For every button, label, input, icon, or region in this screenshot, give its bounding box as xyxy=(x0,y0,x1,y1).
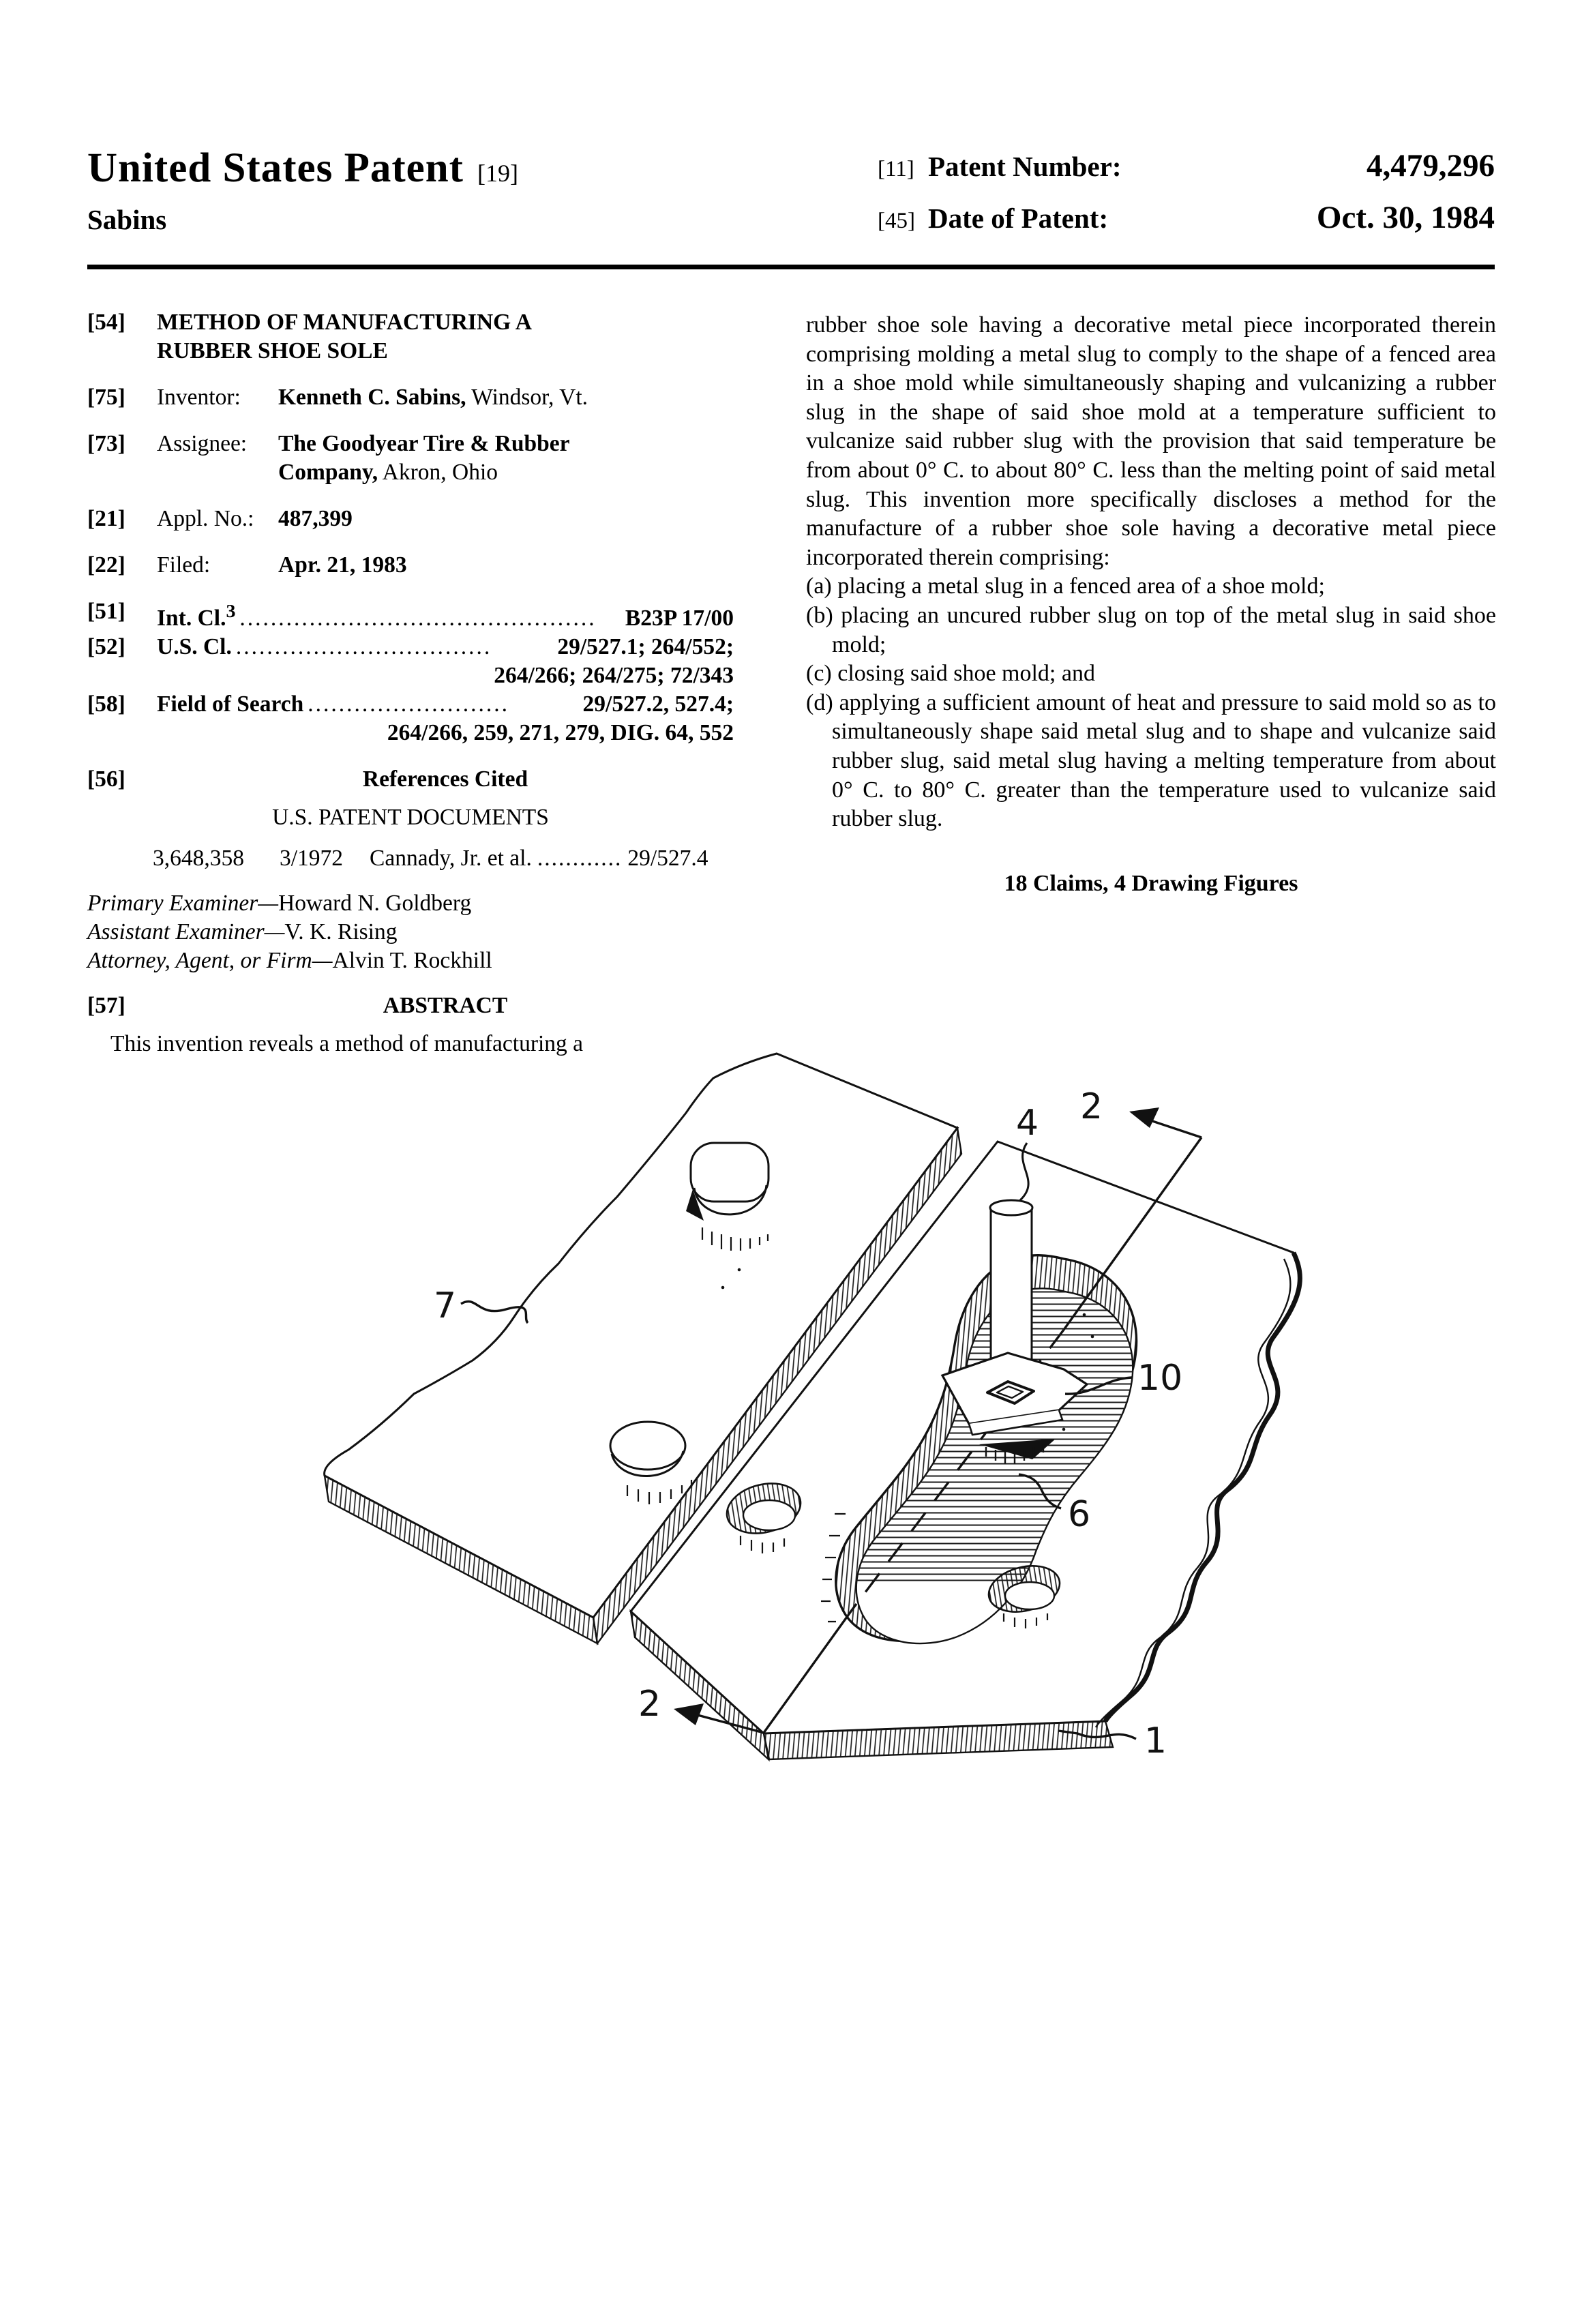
dotted-leader: .............................................. xyxy=(239,606,597,631)
assignee-label: Assignee: xyxy=(157,431,248,456)
date-label: Date of Patent: xyxy=(928,203,1109,234)
field-code: [54] xyxy=(87,310,125,335)
date-code: [45] xyxy=(878,209,915,233)
abstract-heading: ABSTRACT xyxy=(383,993,508,1019)
assignee-location: Akron, Ohio xyxy=(378,460,498,485)
patent-number-value: 4,479,296 xyxy=(1367,148,1495,183)
us-cl-label: U.S. Cl. xyxy=(157,634,232,660)
field-code: [73] xyxy=(87,431,125,456)
abstract-step-b: (b) placing an uncured rubber slug on top of the metal slug in said shoe mold; xyxy=(806,602,1496,657)
attorney-label: Attorney, Agent, or Firm— xyxy=(87,948,333,974)
citation-name: Cannady, Jr. et al. xyxy=(370,846,532,872)
abstract-paragraph: rubber shoe sole having a decorative metal piece incorporated therein comprising molding a metal slug to comply to the shape of a fenced area in a shoe mold while simultaneously shaping and vulcanizing a rubber slug in the shape of said shoe mold at a temperature sufficient to vulcanize said rubber slug with the provision that said temperature be from about 0° C. to about 80° C. less than the melting point of said metal slug. This invention more specifically discloses a method for the manufacture of a rubber shoe sole having a decorative metal piece incorporated therein comprising: xyxy=(806,312,1496,570)
kind-code: [19] xyxy=(477,160,518,187)
us-patent-documents-heading: U.S. PATENT DOCUMENTS xyxy=(272,805,549,831)
section-arrow-bottom-head xyxy=(674,1703,704,1725)
field-code: [57] xyxy=(87,993,125,1019)
us-cl-value: 29/527.1; 264/552; xyxy=(557,634,734,660)
appl-no-label: Appl. No.: xyxy=(157,506,254,531)
references-cited-heading: References Cited xyxy=(362,766,528,792)
page-title: United States Patent xyxy=(87,145,464,191)
field-code: [21] xyxy=(87,506,125,531)
inventor-surname: Sabins xyxy=(87,204,167,235)
field-code: [56] xyxy=(87,766,125,792)
assignee-name-line2: Company, xyxy=(278,460,378,485)
claims-summary-line: 18 Claims, 4 Drawing Figures xyxy=(1004,870,1298,896)
field-code: [51] xyxy=(87,599,125,624)
assignee-name-line1: The Goodyear Tire & Rubber xyxy=(278,431,570,456)
refnum-2-top: 2 xyxy=(1080,1086,1103,1127)
assistant-examiner-name: V. K. Rising xyxy=(284,919,398,945)
field-of-search-value-cont: 264/266, 259, 271, 279, DIG. 64, 552 xyxy=(387,720,734,746)
mold-boss-round xyxy=(610,1422,685,1470)
dotted-leader: ............ xyxy=(537,846,623,872)
field-code: [75] xyxy=(87,385,125,410)
inventor-location: Windsor, Vt. xyxy=(466,385,588,410)
abstract-first-line: This invention reveals a method of manufacturing a xyxy=(110,1031,584,1057)
int-cl-label: Int. Cl.$^3$ xyxy=(157,601,236,631)
invention-title-line2: RUBBER SHOE SOLE xyxy=(157,338,388,363)
core-pin-top xyxy=(990,1200,1032,1215)
refnum-7: 7 xyxy=(434,1285,457,1326)
field-of-search-label: Field of Search xyxy=(157,691,304,717)
citation-date: 3/1972 xyxy=(280,846,344,872)
field-code: [22] xyxy=(87,552,125,578)
int-cl-value: B23P 17/00 xyxy=(625,606,734,631)
assistant-examiner-label: Assistant Examiner— xyxy=(87,919,285,945)
abstract-step-d: (d) applying a sufficient amount of heat and pressure to said mold so as to simultaneously shape said metal slug and to shape and vulcanize said rubber slug, said metal slug having a melting temperature from about 0° C. to 80° C. greater than the temperature used to vulcanize said rubber slug. xyxy=(806,689,1496,832)
us-cl-value-cont: 264/266; 264/275; 72/343 xyxy=(494,663,734,689)
filed-value: Apr. 21, 1983 xyxy=(278,552,407,578)
abstract-step-a: (a) placing a metal slug in a fenced area of a shoe mold; xyxy=(806,573,1325,599)
section-arrow-top-tail xyxy=(1144,1118,1202,1137)
dotted-leader: ................................. xyxy=(235,634,492,660)
abstract-step-c: (c) closing said shoe mold; and xyxy=(806,661,1095,687)
inventor-name: Kenneth C. Sabins, xyxy=(278,385,466,410)
field-code: [58] xyxy=(87,691,125,717)
date-value: Oct. 30, 1984 xyxy=(1316,200,1495,235)
primary-examiner-name: Howard N. Goldberg xyxy=(278,891,472,917)
patent-number-code: [11] xyxy=(878,157,914,181)
dotted-leader: .......................... xyxy=(308,691,509,717)
citation-number: 3,648,358 xyxy=(153,846,244,872)
refnum-6: 6 xyxy=(1068,1494,1091,1535)
primary-examiner-label: Primary Examiner— xyxy=(87,891,279,917)
section-arrow-top-head xyxy=(1129,1107,1159,1128)
refnum-1: 1 xyxy=(1144,1720,1167,1761)
refnum-2-bottom: 2 xyxy=(638,1684,661,1725)
refnum-4: 4 xyxy=(1016,1103,1039,1144)
citation-class: 29/527.4 xyxy=(627,846,708,872)
mold-boss-rect xyxy=(691,1143,768,1202)
inventor-label: Inventor: xyxy=(157,385,241,410)
field-of-search-value: 29/527.2, 527.4; xyxy=(582,691,734,717)
filed-label: Filed: xyxy=(157,552,211,578)
appl-no-value: 487,399 xyxy=(278,506,353,531)
invention-title-line1: METHOD OF MANUFACTURING A xyxy=(157,310,532,335)
patent-number-label: Patent Number: xyxy=(928,151,1122,182)
attorney-name: Alvin T. Rockhill xyxy=(332,948,492,974)
field-code: [52] xyxy=(87,634,125,660)
refnum-10: 10 xyxy=(1137,1358,1183,1399)
